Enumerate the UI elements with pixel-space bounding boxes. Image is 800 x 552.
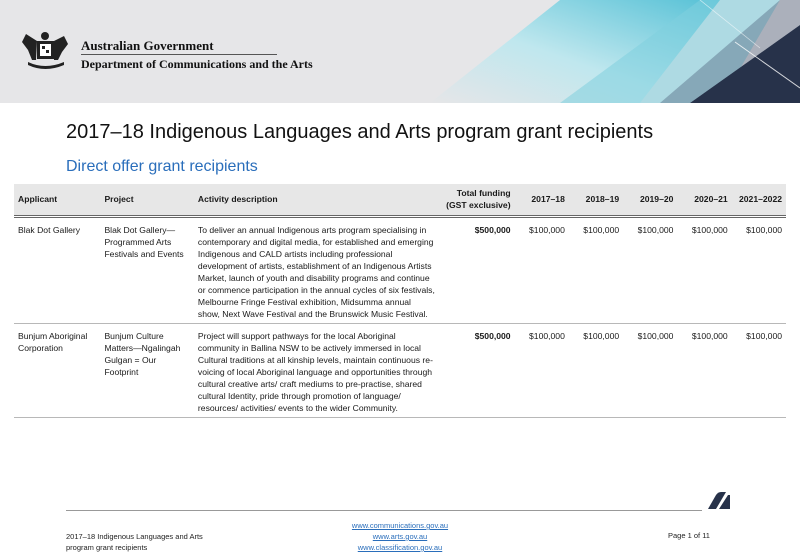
cell-activity: Project will support pathways for the local Aboriginal community in Ballina NSW to be actively immersed in local Cultural traditions at all kinship levels, maintain continuous re-voicing of local Aboriginal language and opportunities through cultural creative arts/ craft mediums to pre-practise, shared cultural Identity, pride through promotion of language/ resources/ activities/ events to the wider Community. xyxy=(194,323,439,417)
department-name: Department of Communications and the Arts xyxy=(81,57,313,71)
table-row xyxy=(14,216,786,323)
footer-document-title-line1: 2017–18 Indigenous Languages and Arts xyxy=(66,532,203,541)
footer-link-classification[interactable]: www.classification.gov.au xyxy=(357,543,443,552)
cell-2017-18: $100,000 xyxy=(515,323,569,417)
total-header-line1: Total funding xyxy=(456,188,511,199)
cell-total: $500,000 xyxy=(439,216,514,323)
column-header-total xyxy=(439,184,514,216)
footer-link-communications[interactable]: www.communications.gov.au xyxy=(351,521,449,530)
footer-links xyxy=(300,520,500,552)
cell-applicant: Bunjum Aboriginal Corporation xyxy=(14,323,100,417)
cell-2020-21: $100,000 xyxy=(677,216,731,323)
cell-2021-22: $100,000 xyxy=(732,323,786,417)
cell-activity: To deliver an annual Indigenous arts program specialising in contemporary and digital media, for established and emerging Indigenous and CALD artists including professional development of artists, establishment of an Indigenous Artists Market, launch of youth and disability programs and continue or commence participation in the annual cycles of six festivals, Melbourne Fringe Festival exhibition, Midsumma annual show, Next Wave Festival and the Brunswick Music Festival. xyxy=(194,216,439,323)
column-header-activity: Activity description xyxy=(194,184,439,216)
page-title: 2017–18 Indigenous Languages and Arts program grant recipients xyxy=(66,121,654,143)
table-header-row xyxy=(14,184,786,216)
cell-applicant: Blak Dot Gallery xyxy=(14,216,100,323)
column-header-applicant: Applicant xyxy=(14,184,100,216)
total-header-line2: (GST exclusive) xyxy=(446,200,511,211)
footer-link-arts[interactable]: www.arts.gov.au xyxy=(372,532,428,541)
page-number: Page 1 of 11 xyxy=(668,531,710,540)
cell-2020-21: $100,000 xyxy=(677,323,731,417)
header-divider xyxy=(81,54,277,55)
cell-2021-22: $100,000 xyxy=(732,216,786,323)
column-header-project: Project xyxy=(100,184,193,216)
footer-document-title-line2: program grant recipients xyxy=(66,543,148,552)
footer-divider xyxy=(66,510,702,511)
cell-2018-19: $100,000 xyxy=(569,216,623,323)
column-header-2018-19: 2018–19 xyxy=(569,184,623,216)
department-logo-icon xyxy=(706,491,732,509)
column-header-2021-22: 2021–2022 xyxy=(732,184,786,216)
cell-2019-20: $100,000 xyxy=(623,323,677,417)
cell-project: Blak Dot Gallery—Programmed Arts Festivals and Events xyxy=(100,216,193,323)
column-header-2019-20: 2019–20 xyxy=(623,184,677,216)
cell-2018-19: $100,000 xyxy=(569,323,623,417)
government-name: Australian Government xyxy=(81,38,214,53)
header-banner xyxy=(0,0,800,103)
cell-2019-20: $100,000 xyxy=(623,216,677,323)
column-header-2017-18: 2017–18 xyxy=(515,184,569,216)
cell-total: $500,000 xyxy=(439,323,514,417)
table-row xyxy=(14,323,786,417)
section-heading: Direct offer grant recipients xyxy=(66,158,258,175)
cell-project: Bunjum Culture Matters—Ngalingah Gulgan = Our Footprint xyxy=(100,323,193,417)
cell-2017-18: $100,000 xyxy=(515,216,569,323)
grant-recipients-table xyxy=(14,184,786,418)
footer-document-title xyxy=(66,531,203,552)
coat-of-arms-icon xyxy=(18,30,74,74)
column-header-2020-21: 2020–21 xyxy=(677,184,731,216)
